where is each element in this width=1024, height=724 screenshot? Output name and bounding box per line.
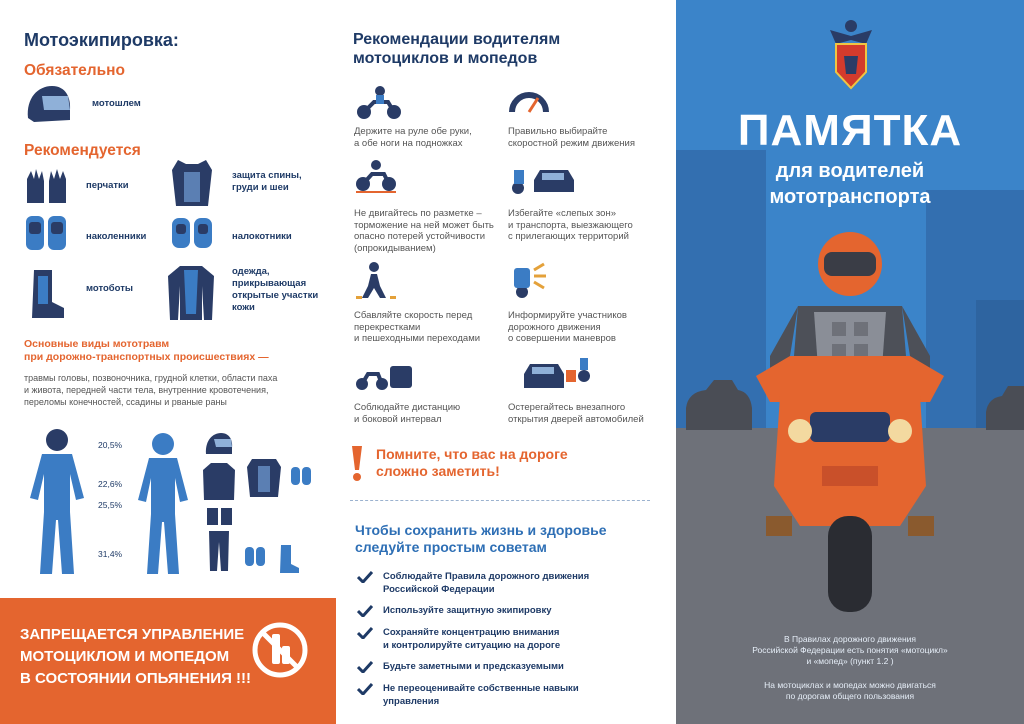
advice-item: [357, 682, 677, 712]
gloves-label: перчатки: [86, 180, 129, 191]
pct-head: 20,5%: [98, 440, 123, 450]
signal-icon: [508, 260, 548, 300]
pct-arms: 25,5%: [98, 500, 123, 510]
boot-icon: [28, 268, 68, 320]
tip-5: Сбавляйте скорость перед перекрестками и пешеходными переходами: [354, 310, 481, 344]
tip-2: Правильно выбирайте скоростной режим движения: [508, 126, 635, 149]
back-protection-label: защита спины, груди и шеи: [232, 170, 302, 193]
speedometer-icon: [508, 82, 550, 116]
pct-torso: 22,6%: [98, 479, 123, 489]
rider-figure-back: [132, 432, 194, 578]
injuries-heading: Основные виды мототравм при дорожно-транспортных происшествиях —: [24, 338, 269, 363]
mandatory-heading: Обязательно: [24, 62, 126, 79]
tip-8: Остерегайтесь внезапного открытия дверей автомобилей: [508, 402, 644, 425]
helmet-label: мотошлем: [92, 98, 141, 109]
knee-pad-icon: [24, 214, 68, 254]
emblem-icon: [826, 16, 876, 96]
cover-title: ПАМЯТКА: [737, 106, 963, 155]
injuries-text: травмы головы, позвоночника, грудной клетки, области паха и живота, передней части тела, внутренние кровотечения, переломы конечностей, ссадины и рваные раны: [24, 373, 278, 407]
exclamation-icon: [350, 444, 364, 482]
advice-item: [357, 570, 677, 600]
advice-text: Сохраняйте концентрацию внимания и контролируйте ситуацию на дороге: [383, 627, 561, 651]
clothing-label: одежда, прикрывающая открытые участки кожи: [232, 266, 319, 313]
equipment-title: Мотоэкипировка:: [24, 30, 179, 50]
knee-pads-label: наколенники: [86, 231, 147, 242]
check-icon: [357, 661, 373, 673]
pct-legs: 31,4%: [98, 549, 123, 559]
advice-title: Чтобы сохранить жизнь и здоровье следуйте простым советам: [355, 522, 607, 555]
cover-footer-1: В Правилах дорожного движения Российской Федерации есть понятия «мотоцикл» и «мопед» (пункт 1.2 ): [752, 634, 948, 666]
advice-text: Используйте защитную экипировку: [383, 605, 552, 616]
check-icon: [357, 683, 373, 695]
back-protector-icon: [170, 158, 214, 208]
boot-icon: [278, 544, 300, 574]
rider-figure-front: [22, 428, 92, 578]
advice-text: Не переоценивайте собственные навыки управления: [383, 683, 579, 707]
cover-panel: [676, 0, 1024, 724]
equipment-panel: [0, 0, 336, 724]
tip-7: Соблюдайте дистанцию и боковой интервал: [354, 402, 461, 425]
helmet-icon: [24, 84, 72, 124]
advice-text: Будьте заметными и предсказуемыми: [383, 661, 564, 672]
cover-subtitle-2: мототранспорта: [769, 186, 931, 208]
car-icon: [508, 164, 582, 196]
cover-footer-2: На мотоциклах и мопедах можно двигаться по дорогам общего пользования: [764, 680, 936, 701]
pants-icon: [208, 530, 230, 572]
moto-icon: [354, 160, 398, 194]
check-icon: [357, 627, 373, 639]
advice-text: Соблюдайте Правила дорожного движения Российской Федерации: [383, 571, 590, 595]
helmet-icon: [204, 432, 234, 456]
knee-pad-icon: [244, 546, 266, 568]
elbow-pad-icon: [170, 214, 214, 254]
jacket-icon: [202, 462, 236, 502]
cover-subtitle-1: для водителей: [775, 160, 925, 182]
boots-label: мотоботы: [86, 283, 133, 294]
warning-text: Помните, что вас на дороге сложно заметить!: [376, 446, 568, 479]
gloves-icon: [24, 167, 70, 205]
tip-4: Избегайте «слепых зон» и транспорта, выезжающего с прилегающих территорий: [508, 208, 633, 242]
no-alcohol-icon: [250, 620, 310, 680]
check-icon: [357, 605, 373, 617]
gloves-icon: [206, 504, 234, 526]
tip-1: Держите на руле обе руки, а обе ноги на подножках: [354, 126, 472, 149]
car-icon: [522, 356, 596, 392]
jacket-icon: [166, 264, 216, 322]
elbow-pad-icon: [290, 466, 312, 488]
rider-illustration: [750, 226, 950, 616]
recommendations-title: Рекомендации водителям мотоциклов и мопедов: [353, 31, 561, 67]
no-drunk-text: ЗАПРЕЩАЕТСЯ УПРАВЛЕНИЕ МОТОЦИКЛОМ И МОПЕДОМ В СОСТОЯНИИ ОПЬЯНЕНИЯ !!!: [20, 626, 252, 687]
recommended-heading: Рекомендуется: [24, 142, 141, 159]
back-protector-icon: [246, 458, 282, 498]
moto-icon: [354, 362, 414, 392]
tip-6: Информируйте участников дорожного движения о совершении маневров: [508, 310, 627, 344]
pedestrian-icon: [354, 262, 398, 300]
moto-icon: [354, 86, 404, 120]
check-icon: [357, 571, 373, 583]
tip-3: Не двигайтесь по разметке – торможение на ней может быть опасно потерей устойчивости (опрокидыванием): [354, 208, 494, 254]
advice-item: [357, 626, 677, 656]
elbow-pads-label: налокотники: [232, 231, 292, 242]
divider: [350, 500, 650, 501]
